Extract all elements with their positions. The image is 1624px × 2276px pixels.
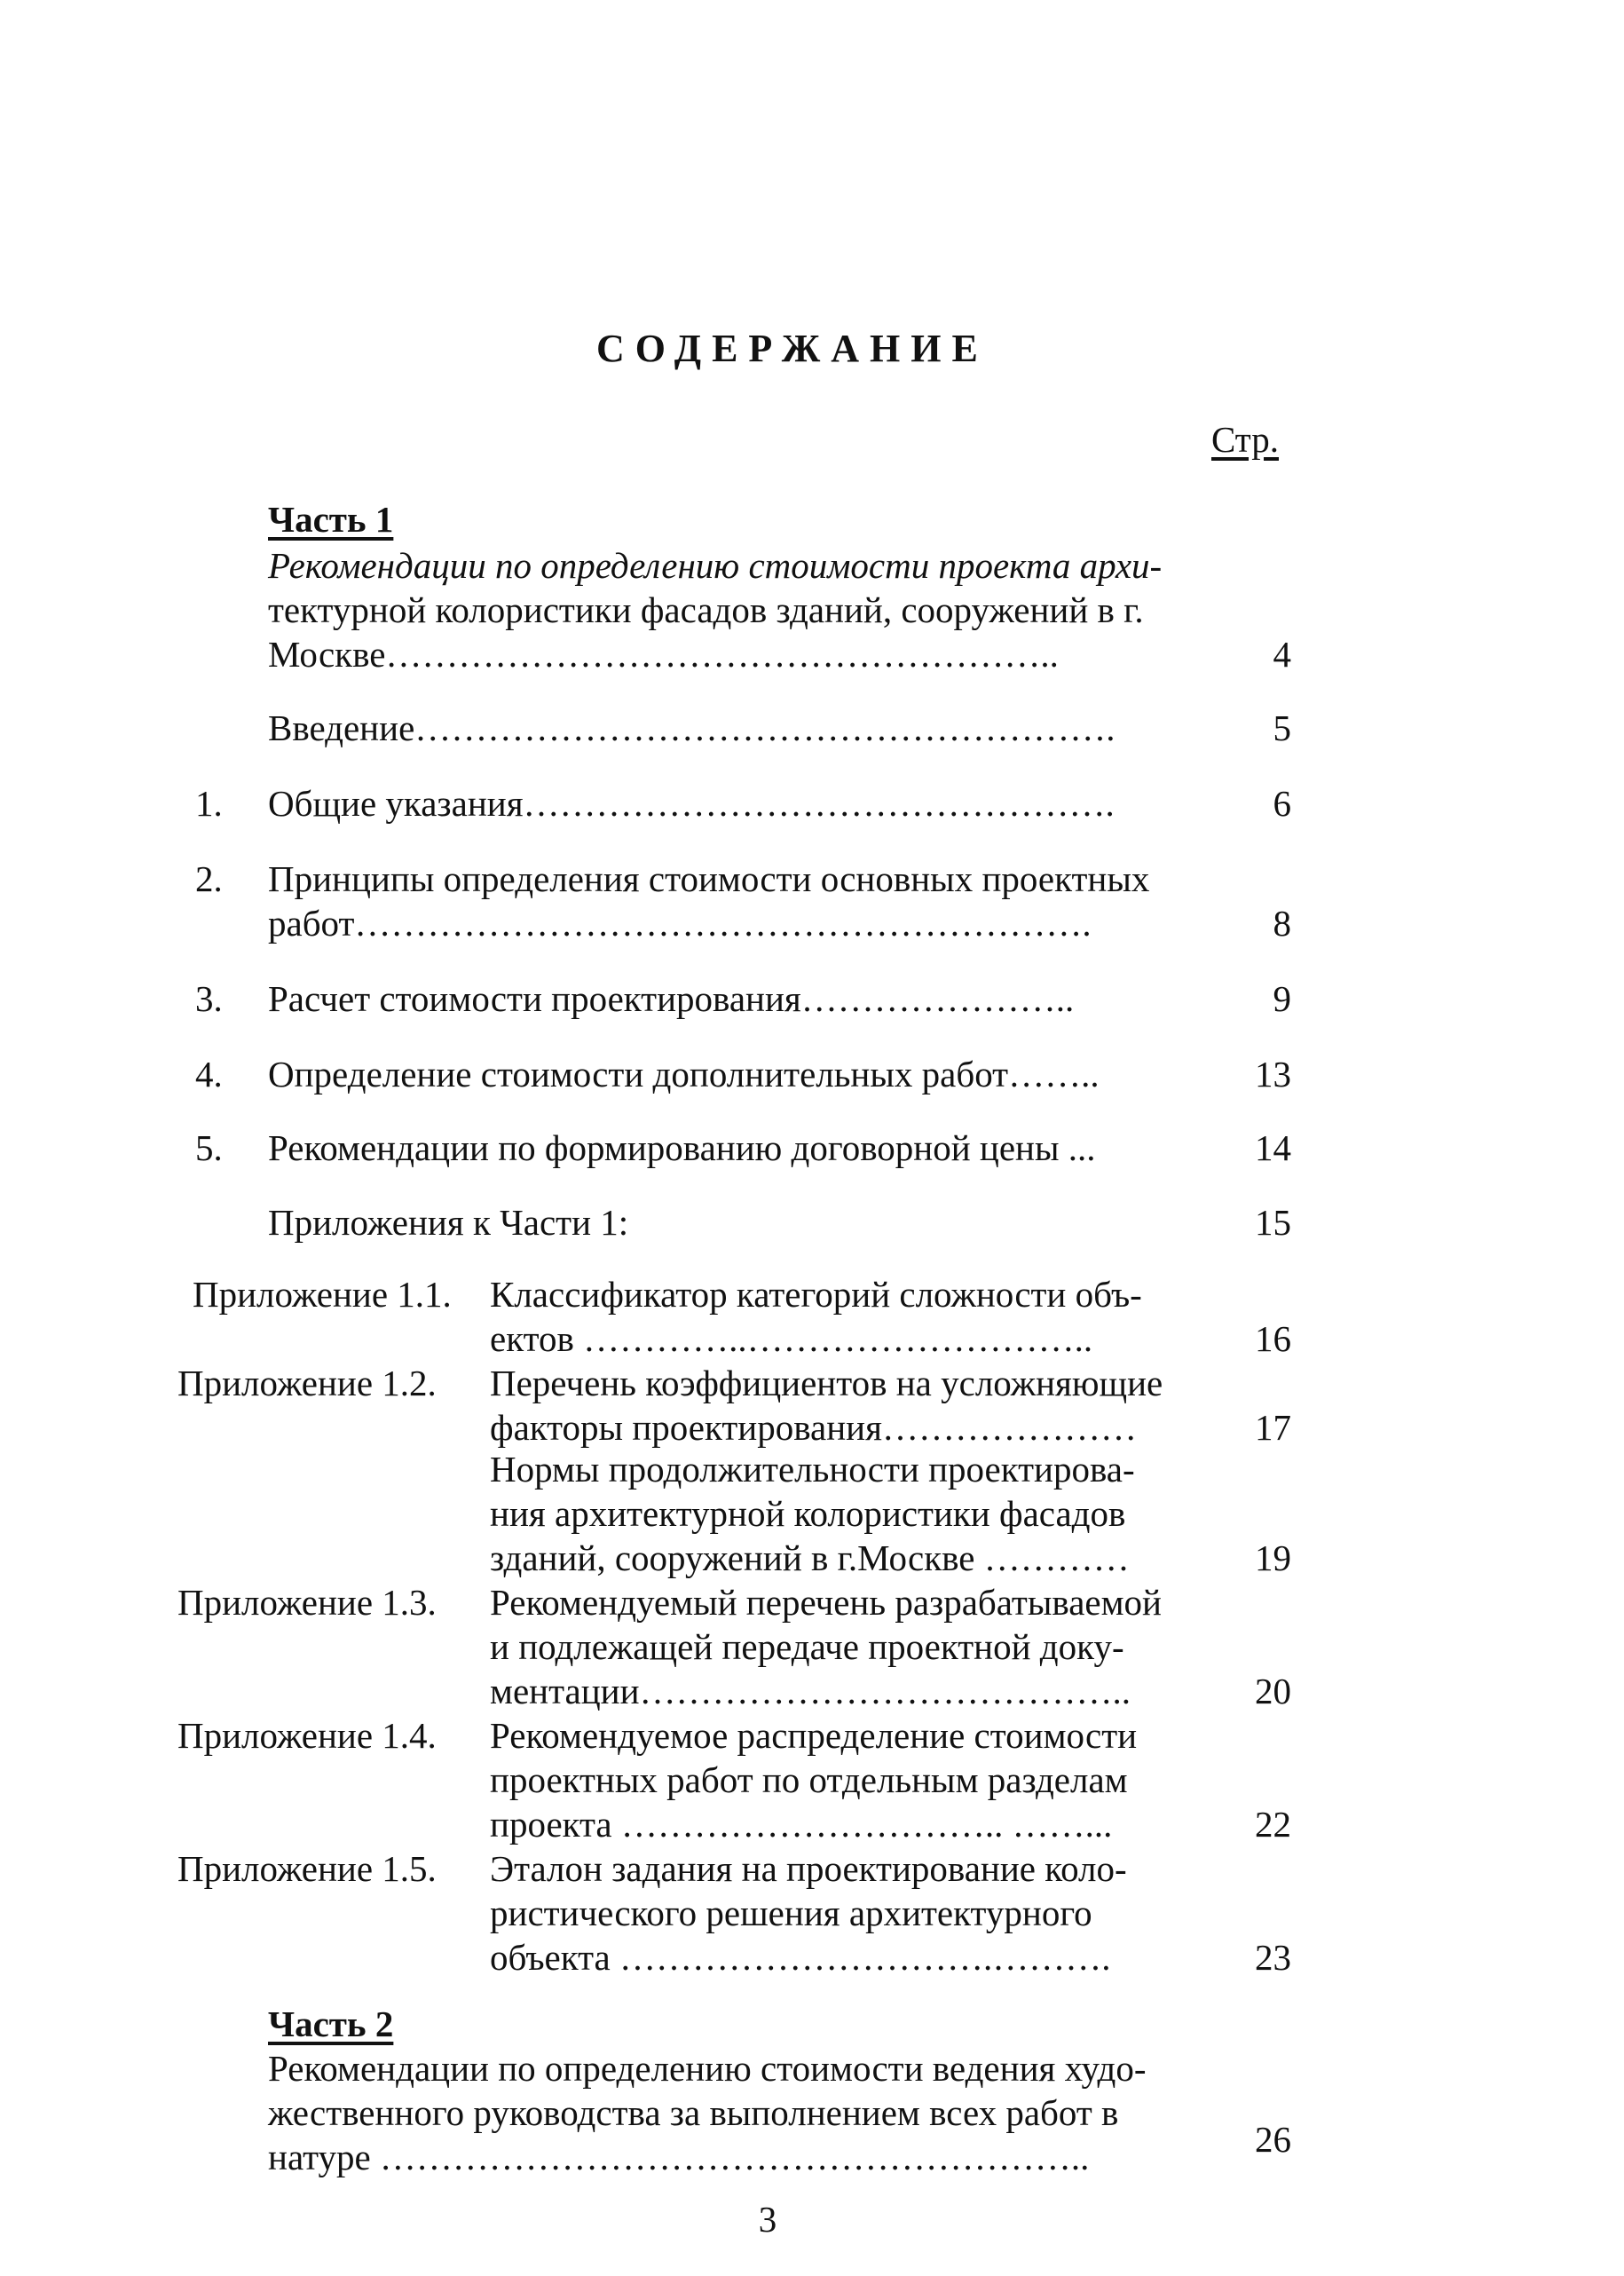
section-3-page: 9 — [1273, 978, 1291, 1019]
norms-page: 19 — [1255, 1537, 1291, 1578]
appendix-1-1-line2: ектов …………..……………………….. — [490, 1318, 1093, 1359]
part1-desc-line2: тектурной колористики фасадов зданий, сооружений в г. — [268, 589, 1144, 630]
section-4-page: 13 — [1255, 1054, 1291, 1095]
appendix-1-5-line3: объекта ………………………….………. — [490, 1937, 1111, 1978]
section-4-number: 4. — [195, 1054, 223, 1095]
intro-page: 5 — [1273, 707, 1291, 748]
part1-desc-line3: Москве……………………………………………….. — [268, 634, 1059, 675]
appendix-1-3-line3: ментации………………………………….. — [490, 1671, 1131, 1711]
part1-heading: Часть 1 — [268, 499, 394, 540]
section-3-title: Расчет стоимости проектирования………………….. — [268, 978, 1075, 1019]
appendix-1-5-line1: Эталон задания на проектирование коло- — [490, 1848, 1127, 1889]
section-2-title-line2: работ……………………………………………………. — [268, 903, 1092, 944]
section-1-page: 6 — [1273, 783, 1291, 824]
section-2-title-line1: Принципы определения стоимости основных проектных — [268, 858, 1150, 899]
appendix-1-3-line1: Рекомендуемый перечень разрабатываемой — [490, 1582, 1162, 1623]
appendix-1-4-line3: проекта ………………………….. ……... — [490, 1804, 1113, 1845]
section-1-title: Общие указания…………………………………………. — [268, 783, 1115, 824]
appendix-1-3-label: Приложение 1.3. — [177, 1582, 437, 1623]
section-5-title: Рекомендации по формированию договорной цены ... — [268, 1127, 1096, 1168]
appendix-1-3-line2: и подлежащей передаче проектной доку- — [490, 1626, 1124, 1667]
appendix-1-2-page: 17 — [1255, 1407, 1291, 1448]
part2-page: 26 — [1255, 2119, 1291, 2160]
appendix-1-2-line1: Перечень коэффициентов на усложняющие — [490, 1363, 1163, 1403]
norms-line1: Нормы продолжительности проектирова- — [490, 1449, 1135, 1490]
part1-desc-line1: Рекомендации по определению стоимости проекта архи- — [268, 545, 1163, 586]
part2-desc-line1: Рекомендации по определению стоимости ведения худо- — [268, 2048, 1147, 2089]
section-2-page: 8 — [1273, 903, 1291, 944]
part2-heading: Часть 2 — [268, 2003, 394, 2044]
appendix-1-1-line1: Классификатор категорий сложности объ- — [490, 1274, 1142, 1315]
appendix-1-1-label: Приложение 1.1. — [193, 1274, 452, 1315]
appendix-1-2-label: Приложение 1.2. — [177, 1363, 437, 1403]
norms-line2: ния архитектурной колористики фасадов — [490, 1493, 1126, 1534]
appendix-1-5-line2: ристического решения архитектурного — [490, 1893, 1092, 1933]
appendix-1-1-page: 16 — [1255, 1318, 1291, 1359]
appendix-1-5-label: Приложение 1.5. — [177, 1848, 437, 1889]
appendix-1-5-page: 23 — [1255, 1937, 1291, 1978]
part2-desc-line3: натуре ………………………………………………….. — [268, 2137, 1090, 2177]
page-column-header: Стр. — [1211, 419, 1279, 460]
appendix-1-4-line1: Рекомендуемое распределение стоимости — [490, 1715, 1138, 1756]
intro-entry: Введение…………………………………………………. — [268, 707, 1116, 748]
section-2-number: 2. — [195, 858, 223, 899]
page-title: СОДЕРЖАНИЕ — [596, 327, 989, 370]
appendix-1-2-line2: факторы проектирования………………… — [490, 1407, 1137, 1448]
appendix-1-4-line2: проектных работ по отдельным разделам — [490, 1759, 1128, 1800]
footer-page-number: 3 — [758, 2199, 777, 2240]
appendix-1-4-page: 22 — [1255, 1804, 1291, 1845]
section-5-number: 5. — [195, 1127, 223, 1168]
appendix-1-3-page: 20 — [1255, 1671, 1291, 1711]
part2-desc-line2: жественного руководства за выполнением всех работ в — [268, 2092, 1119, 2133]
section-3-number: 3. — [195, 978, 223, 1019]
section-1-number: 1. — [195, 783, 223, 824]
appendices-heading-page: 15 — [1255, 1202, 1291, 1243]
norms-line3: зданий, сооружений в г.Москве ………… — [490, 1537, 1130, 1578]
section-4-title: Определение стоимости дополнительных работ…….. — [268, 1054, 1100, 1095]
appendix-1-4-label: Приложение 1.4. — [177, 1715, 437, 1756]
part1-page: 4 — [1273, 634, 1291, 675]
appendices-heading: Приложения к Части 1: — [268, 1202, 629, 1243]
section-5-page: 14 — [1255, 1127, 1291, 1168]
